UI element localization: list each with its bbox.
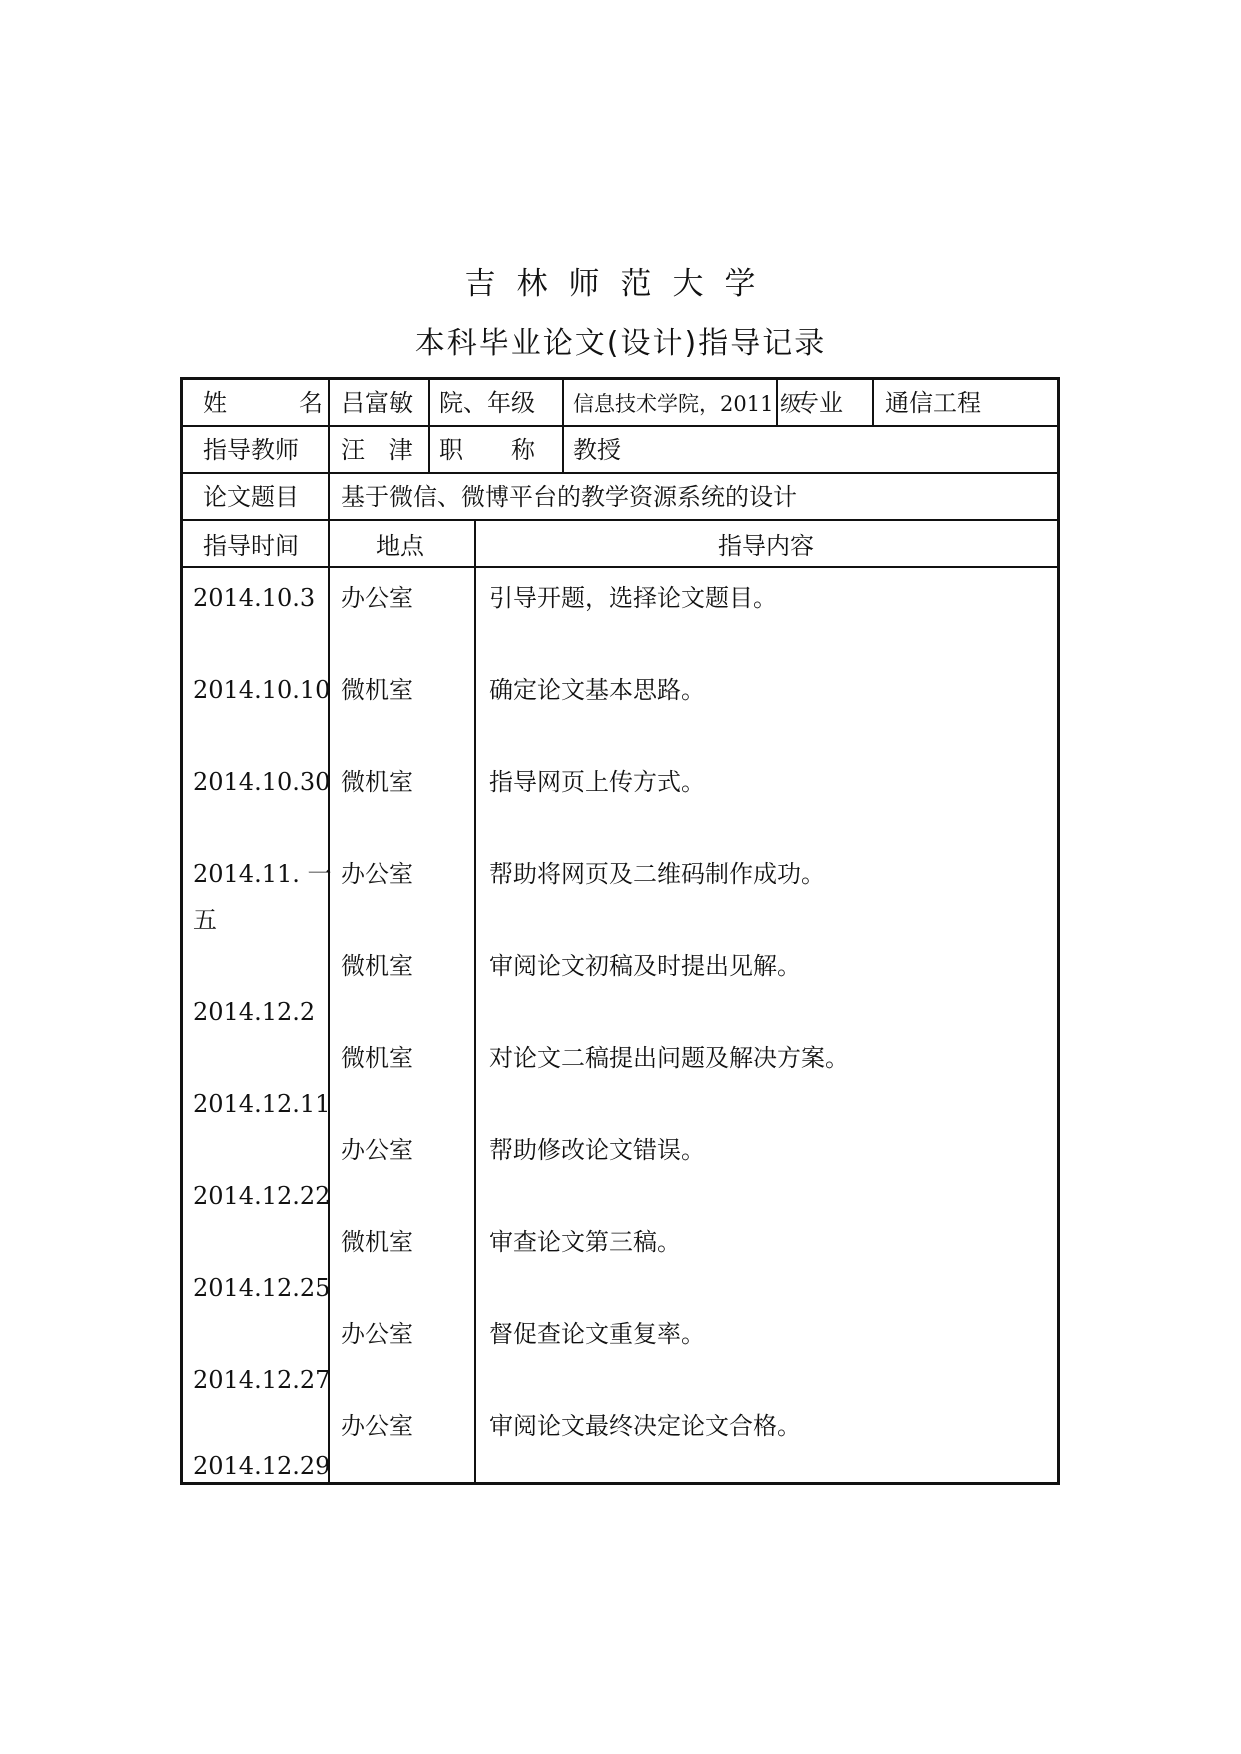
teacher-label: 指导教师 (203, 436, 299, 464)
rank-value: 教授 (573, 436, 621, 464)
record-date: 2014.12.29 (193, 1452, 331, 1480)
topic-label: 论文题目 (203, 483, 299, 511)
record-content: 确定论文基本思路。 (489, 676, 705, 704)
record-content: 审阅论文初稿及时提出见解。 (489, 952, 801, 980)
col-divider (428, 380, 430, 472)
record-place: 办公室 (341, 584, 413, 612)
record-content: 指导网页上传方式。 (489, 768, 705, 796)
record-date: 2014.12.22 (193, 1182, 331, 1210)
record-date: 五 (193, 906, 217, 934)
record-date: 2014.10.3 (193, 584, 316, 612)
record-content: 引导开题，选择论文题目。 (489, 584, 777, 612)
record-place: 办公室 (341, 860, 413, 888)
guidance-record-table (180, 377, 1060, 1485)
record-date: 2014.12.25 (193, 1274, 331, 1302)
row-divider (183, 566, 1057, 568)
col-divider (562, 380, 564, 472)
record-date: 2014.12.11 (193, 1090, 331, 1118)
major-label: 专业 (795, 389, 843, 417)
record-place: 微机室 (341, 1228, 413, 1256)
place-header: 地点 (376, 532, 424, 560)
record-place: 微机室 (341, 676, 413, 704)
record-place: 微机室 (341, 952, 413, 980)
record-date: 2014.10.30 (193, 768, 331, 796)
record-content: 帮助将网页及二维码制作成功。 (489, 860, 825, 888)
col-divider (474, 519, 476, 1482)
record-place: 微机室 (341, 768, 413, 796)
col-divider (872, 380, 874, 425)
rank-label: 职 称 (439, 436, 535, 464)
time-header: 指导时间 (203, 532, 299, 560)
record-place: 办公室 (341, 1412, 413, 1440)
teacher-value: 汪 津 (341, 436, 421, 464)
row-divider (183, 472, 1057, 474)
name-value: 吕富敏 (341, 389, 413, 417)
record-date: 2014.11. 一 (193, 860, 332, 888)
record-place: 办公室 (341, 1320, 413, 1348)
record-content: 审阅论文最终决定论文合格。 (489, 1412, 801, 1440)
row-divider (183, 519, 1057, 521)
record-content: 审查论文第三稿。 (489, 1228, 681, 1256)
college-label: 院、年级 (439, 389, 535, 417)
record-date: 2014.10.10 (193, 676, 331, 704)
university-name: 吉林师范大学 (464, 266, 777, 302)
major-value: 通信工程 (885, 389, 981, 417)
college-value: 信息技术学院，2011 级 (573, 392, 802, 416)
record-date: 2014.12.2 (193, 998, 316, 1026)
row-divider (183, 425, 1057, 427)
record-content: 帮助修改论文错误。 (489, 1136, 705, 1164)
record-place: 微机室 (341, 1044, 413, 1072)
record-place: 办公室 (341, 1136, 413, 1164)
col-divider (328, 519, 330, 1482)
record-content: 对论文二稿提出问题及解决方案。 (489, 1044, 849, 1072)
name-label: 姓 名 (203, 389, 331, 417)
topic-value: 基于微信、微博平台的教学资源系统的设计 (341, 483, 797, 511)
record-content: 督促查论文重复率。 (489, 1320, 705, 1348)
content-header: 指导内容 (718, 532, 814, 560)
record-date: 2014.12.27 (193, 1366, 331, 1394)
form-title: 本科毕业论文(设计)指导记录 (414, 326, 827, 361)
